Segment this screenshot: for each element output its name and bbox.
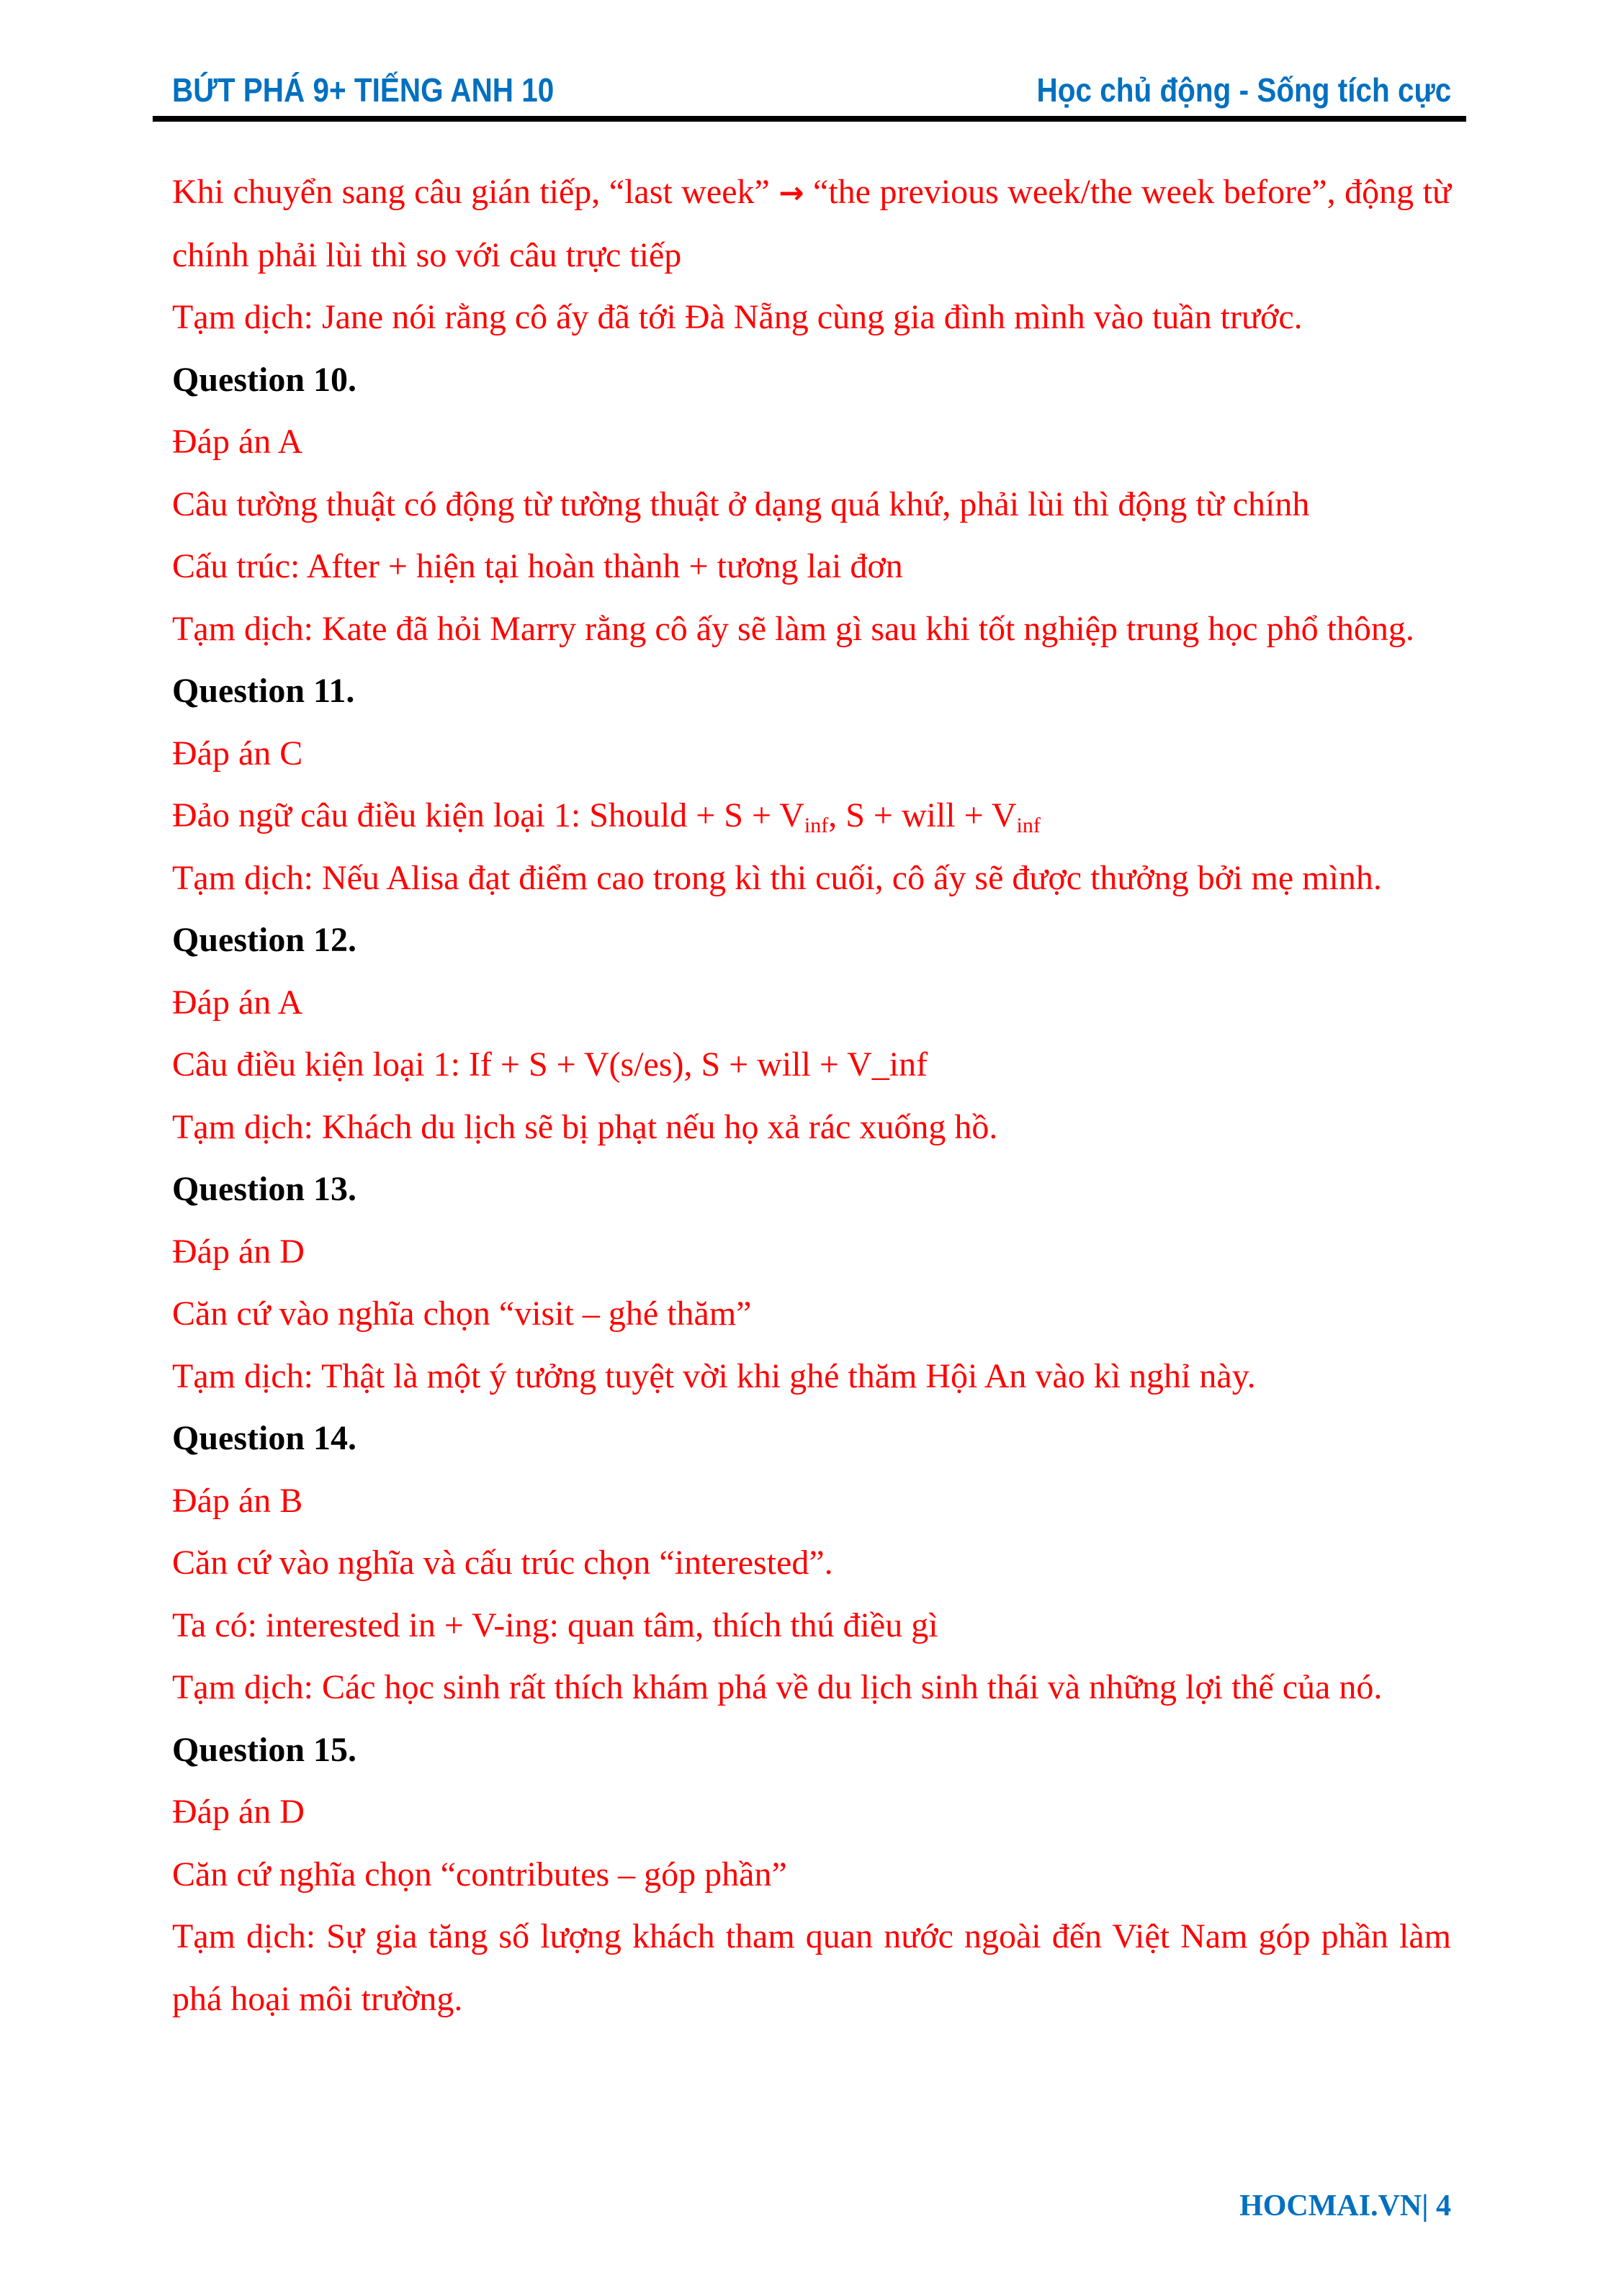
explanation-line bbox=[172, 1781, 1451, 1844]
text-segment: Câu tường thuật có động từ tường thuật ở dạng quá khứ, phải lùi thì động từ chính bbox=[172, 485, 1310, 523]
header-divider bbox=[153, 116, 1466, 122]
text-segment: Question 15. bbox=[172, 1730, 357, 1769]
text-segment: Khi chuyển sang câu gián tiếp, “last week” bbox=[172, 173, 779, 211]
explanation-line bbox=[172, 474, 1451, 536]
text-segment: Tạm dịch: Jane nói rằng cô ấy đã tới Đà Nẵng cùng gia đình mình vào tuần trước. bbox=[172, 298, 1303, 336]
question-heading bbox=[172, 1408, 1451, 1470]
explanation-line bbox=[172, 536, 1451, 598]
text-segment: Đáp án C bbox=[172, 734, 303, 773]
subscript: inf bbox=[1016, 814, 1041, 837]
text-segment: Đáp án D bbox=[172, 1793, 305, 1831]
text-segment: Question 10. bbox=[172, 360, 357, 399]
text-segment: Căn cứ vào nghĩa chọn “visit – ghé thăm” bbox=[172, 1295, 752, 1333]
text-segment: Question 14. bbox=[172, 1419, 357, 1457]
explanation-line bbox=[172, 972, 1451, 1035]
text-segment: Đáp án A bbox=[172, 423, 303, 461]
text-segment: Tạm dịch: Các học sinh rất thích khám phá về du lịch sinh thái và những lợi thế của nó. bbox=[172, 1668, 1383, 1706]
page-footer bbox=[1239, 2189, 1451, 2223]
text-segment: Đáp án A bbox=[172, 983, 303, 1022]
arrow-right-icon: → bbox=[778, 175, 804, 210]
subscript: inf bbox=[804, 814, 829, 837]
text-segment: Question 11. bbox=[172, 672, 355, 710]
explanation-line bbox=[172, 1034, 1451, 1097]
text-segment: Question 13. bbox=[172, 1170, 357, 1208]
explanation-line bbox=[172, 598, 1451, 661]
document-body bbox=[172, 161, 1451, 2030]
text-segment: Ta có: interested in + V-ing: quan tâm, thích thú điều gì bbox=[172, 1606, 938, 1644]
text-segment: Tạm dịch: Kate đã hỏi Marry rằng cô ấy sẽ làm gì sau khi tốt nghiệp trung học phổ thông. bbox=[172, 609, 1414, 648]
explanation-line bbox=[172, 161, 1451, 287]
text-segment: Đáp án B bbox=[172, 1481, 303, 1520]
text-segment: Tạm dịch: Nếu Alisa đạt điểm cao trong kì thi cuối, cô ấy sẽ được thưởng bởi mẹ mình. bbox=[172, 858, 1382, 897]
text-segment: Tạm dịch: Khách du lịch sẽ bị phạt nếu họ xả rác xuống hồ. bbox=[172, 1107, 998, 1146]
text-segment: Đáp án D bbox=[172, 1232, 305, 1271]
header-title: BỨT PHÁ 9+ TIẾNG ANH 10 bbox=[172, 71, 555, 109]
explanation-line bbox=[172, 1221, 1451, 1284]
text-segment: , S + will + V bbox=[828, 796, 1017, 834]
explanation-line bbox=[172, 1283, 1451, 1346]
text-segment: Căn cứ vào nghĩa và cấu trúc chọn “interested”. bbox=[172, 1544, 833, 1582]
explanation-line bbox=[172, 287, 1451, 349]
explanation-line bbox=[172, 1657, 1451, 1719]
explanation-line bbox=[172, 1346, 1451, 1408]
text-segment: Tạm dịch: Thật là một ý tưởng tuyệt vời khi ghé thăm Hội An vào kì nghỉ này. bbox=[172, 1356, 1256, 1395]
footer-site: HOCMAI.VN bbox=[1239, 2189, 1422, 2223]
text-segment: Đảo ngữ câu điều kiện loại 1: Should + S + V bbox=[172, 796, 804, 834]
explanation-line bbox=[172, 1470, 1451, 1533]
explanation-line bbox=[172, 411, 1451, 474]
footer-separator: | bbox=[1422, 2189, 1429, 2223]
explanation-line bbox=[172, 1097, 1451, 1159]
text-segment: “the previous week/the week before”, động từ chính phải lùi thì so với câu trực tiếp bbox=[172, 173, 1452, 274]
header-slogan: Học chủ động - Sống tích cực bbox=[1036, 71, 1451, 109]
explanation-line bbox=[172, 1595, 1451, 1657]
question-heading bbox=[172, 909, 1451, 972]
page-number: 4 bbox=[1436, 2189, 1451, 2223]
explanation-line bbox=[172, 1844, 1451, 1906]
text-segment: Tạm dịch: Sự gia tăng số lượng khách tham quan nước ngoài đến Việt Nam góp phần làm phá hoại môi trường. bbox=[172, 1917, 1451, 2018]
question-heading bbox=[172, 660, 1451, 723]
explanation-line bbox=[172, 785, 1451, 847]
text-segment: Cấu trúc: After + hiện tại hoàn thành + tương lai đơn bbox=[172, 547, 903, 585]
text-segment: Question 12. bbox=[172, 921, 357, 959]
question-heading bbox=[172, 1158, 1451, 1221]
text-segment: Câu điều kiện loại 1: If + S + V(s/es), S + will + V_inf bbox=[172, 1045, 928, 1084]
question-heading bbox=[172, 1719, 1451, 1782]
explanation-line bbox=[172, 1906, 1451, 2030]
explanation-line bbox=[172, 1532, 1451, 1595]
explanation-line bbox=[172, 723, 1451, 785]
text-segment: Căn cứ nghĩa chọn “contributes – góp phần” bbox=[172, 1855, 787, 1894]
explanation-line bbox=[172, 847, 1451, 910]
question-heading bbox=[172, 349, 1451, 412]
